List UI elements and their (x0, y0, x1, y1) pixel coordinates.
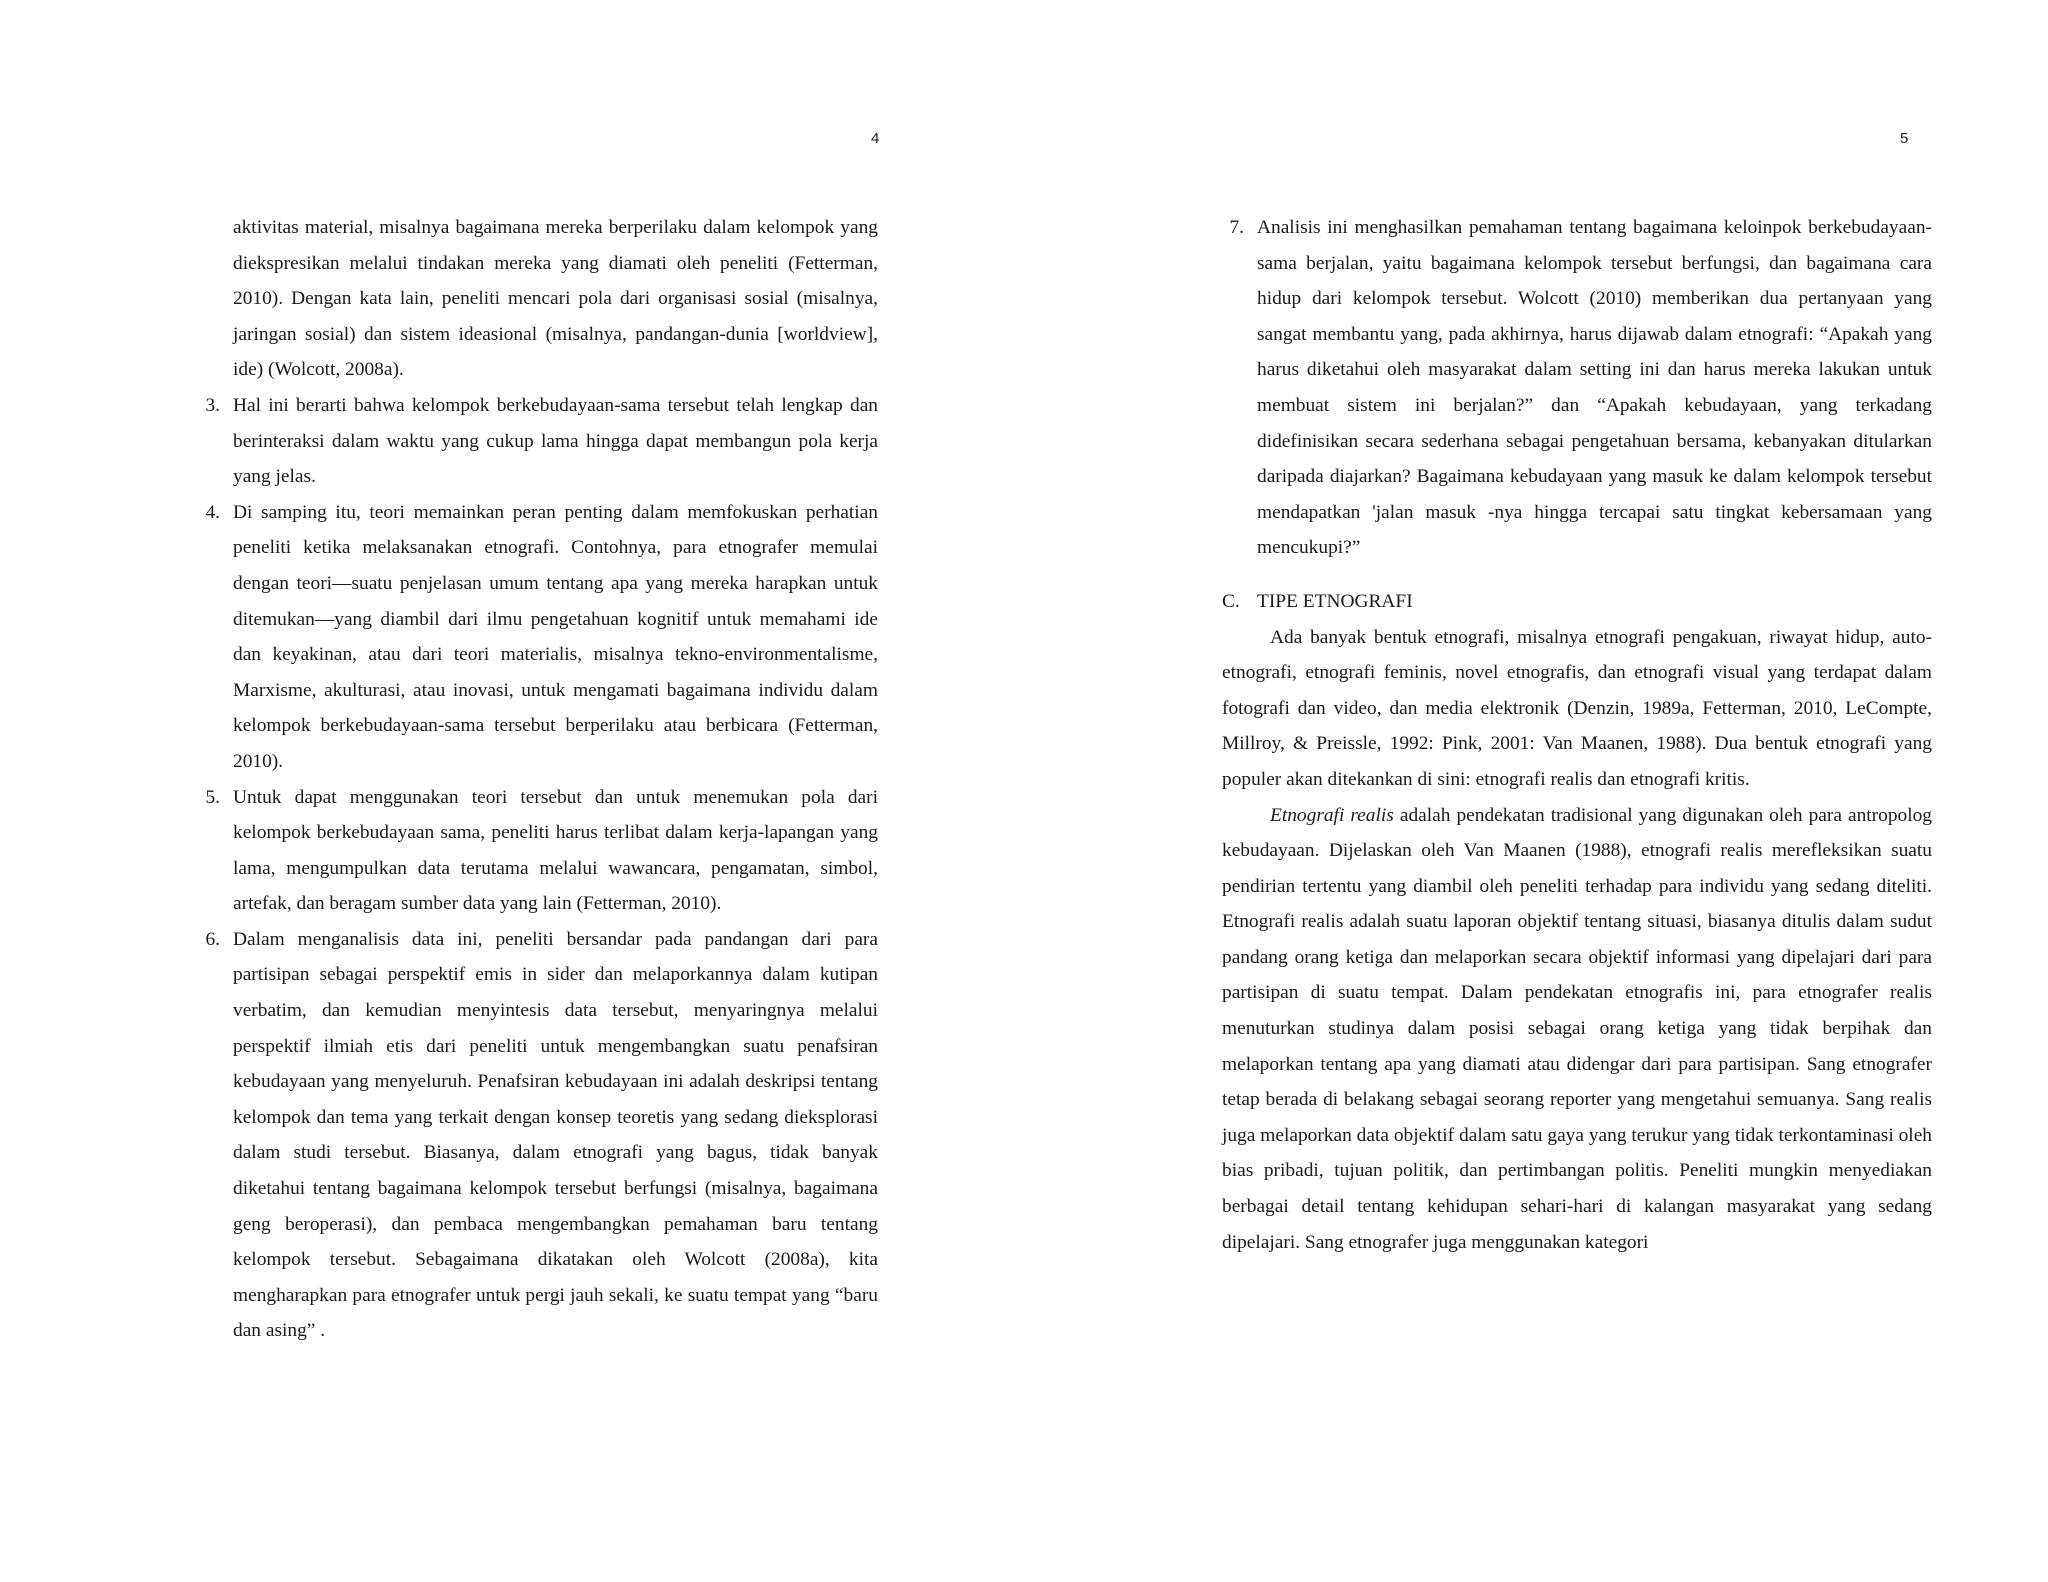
list-number: 3. (205, 394, 220, 416)
list-item-text: Di samping itu, teori memainkan peran penting dalam memfokuskan perhatian peneliti ketika melaksanakan etnografi. Contohnya, para etnografer memulai dengan teori—suatu penjelasan umum tentang apa yang mereka harapkan untuk ditemukan—yang diambil dari ilmu pengetahuan kognitif untuk memahami ide dan keyakinan, atau dari teori materialis, misalnya tekno-environmentalisme, Marxisme, akulturasi, atau inovasi, untuk mengamati bagaimana individu dalam kelompok berkebudayaan-sama tersebut berperilaku atau berbicara (Fetterman, 2010). (233, 501, 878, 772)
list-number: 6. (205, 928, 220, 950)
left-page-body (198, 210, 878, 1349)
italic-term: Etnografi realis (1270, 804, 1394, 826)
numbered-list (1222, 210, 1932, 566)
continuation-paragraph: aktivitas material, misalnya bagaimana mereka berperilaku dalam kelompok yang diekspresikan melalui tindakan mereka yang diamati oleh peneliti (Fetterman, 2010). Dengan kata lain, peneliti mencari pola dari organisasi sosial (misalnya, jaringan sosial) dan sistem ideasional (misalnya, pandangan-dunia [worldview], ide) (Wolcott, 2008a). (233, 217, 878, 381)
section-title: TIPE ETNOGRAFI (1257, 590, 1413, 612)
right-page-body (1222, 210, 1932, 1260)
paragraph: Ada banyak bentuk etnografi, misalnya etnografi pengakuan, riwayat hidup, auto-etnografi, etnografi feminis, novel etnografis, dan etnografi visual yang terdapat dalam fotografi dan video, dan media elektronik (Denzin, 1989a, Fetterman, 2010, LeCompte, Millroy, & Preissle, 1992: Pink, 2001: Van Maanen, 1988). Dua bentuk etnografi yang populer akan ditekankan di sini: etnografi realis dan etnografi kritis. (1222, 626, 1932, 790)
list-item (1222, 210, 1932, 566)
page-number: 4 (871, 130, 880, 147)
list-number: 4. (205, 501, 220, 523)
list-item-text: Untuk dapat menggunakan teori tersebut dan untuk menemukan pola dari kelompok berkebudayaan sama, peneliti harus terlibat dalam kerja-lapangan yang lama, mengumpulkan data terutama melalui wawancara, pengamatan, simbol, artefak, dan beragam sumber data yang lain (Fetterman, 2010). (233, 786, 878, 915)
list-number: 5. (205, 786, 220, 808)
paragraph-text: adalah pendekatan tradisional yang digunakan oleh para antropolog kebudayaan. Dijelaskan oleh Van Maanen (1988), etnografi realis merefleksikan suatu pendirian tertentu yang diambil oleh peneliti terhadap para individu yang sedang diteliti. Etnografi realis adalah suatu laporan objektif tentang situasi, biasanya ditulis dalam sudut pandang orang ketiga dan melaporkan secara objektif informasi yang dipelajari dari para partisipan di suatu tempat. Dalam pendekatan etnografis ini, para etnografer realis menuturkan studinya dalam posisi sebagai orang ketiga yang tidak berpihak dan melaporkan tentang apa yang diamati atau didengar dari para partisipan. Sang etnografer tetap berada di belakang sebagai seorang reporter yang mengetahui semuanya. Sang realis juga melaporkan data objektif dalam satu gaya yang terukur yang tidak terkontaminasi oleh bias pribadi, tujuan politik, dan pertimbangan politis. Peneliti mungkin menyediakan berbagai detail tentang kehidupan sehari-hari di kalangan masyarakat yang sedang dipelajari. Sang etnografer juga menggunakan kategori (1222, 804, 1932, 1253)
list-item-text: Analisis ini menghasilkan pemahaman tentang bagaimana keloinpok berkebudayaan-sama berjalan, yaitu bagaimana kelompok tersebut berfungsi, dan bagaimana cara hidup dari kelompok tersebut. Wolcott (2010) memberikan dua pertanyaan yang sangat membantu yang, pada akhirnya, harus dijawab dalam etnografi: “Apakah yang harus diketahui oleh masyarakat dalam setting ini dan harus mereka lakukan untuk membuat sistem ini berjalan?” dan “Apakah kebudayaan, yang terkadang didefinisikan secara sederhana sebagai pengetahuan bersama, kebanyakan ditularkan daripada diajarkan? Bagaimana kebudayaan yang masuk ke dalam kelompok tersebut mendapatkan 'jalan masuk -nya hingga tercapai satu tingkat kebersamaan yang mencukupi?” (1257, 217, 1932, 559)
list-item-text: Hal ini berarti bahwa kelompok berkebudayaan-sama tersebut telah lengkap dan berinteraksi dalam waktu yang cukup lama hingga dapat membangun pola kerja yang jelas. (233, 394, 878, 488)
list-item (198, 495, 878, 780)
right-page (1024, 0, 2048, 1582)
page-number: 5 (1900, 130, 1909, 147)
section-letter: C. (1222, 590, 1240, 612)
paragraph (1222, 798, 1932, 1261)
section-heading (1222, 584, 1932, 620)
list-item (198, 780, 878, 922)
numbered-list (198, 388, 878, 1349)
list-item-text: Dalam menganalisis data ini, peneliti bersandar pada pandangan dari para partisipan sebagai perspektif emis in sider dan melaporkannya dalam kutipan verbatim, dan kemudian menyintesis data tersebut, menyaringnya melalui perspektif ilmiah etis dari peneliti untuk mengembangkan suatu penafsiran kebudayaan yang menyeluruh. Penafsiran kebudayaan ini adalah deskripsi tentang kelompok dan tema yang terkait dengan konsep teoretis yang sedang dieksplorasi dalam studi tersebut. Biasanya, dalam etnografi yang bagus, tidak banyak diketahui tentang bagaimana kelompok tersebut berfungsi (misalnya, bagaimana geng beroperasi), dan pembaca mengembangkan pemahaman baru tentang kelompok tersebut. Sebagaimana dikatakan oleh Wolcott (2008a), kita mengharapkan para etnografer untuk pergi jauh sekali, ke suatu tempat yang “baru dan asing” . (233, 928, 878, 1342)
list-item (198, 388, 878, 495)
list-number: 7. (1229, 217, 1244, 238)
list-item (198, 922, 878, 1349)
